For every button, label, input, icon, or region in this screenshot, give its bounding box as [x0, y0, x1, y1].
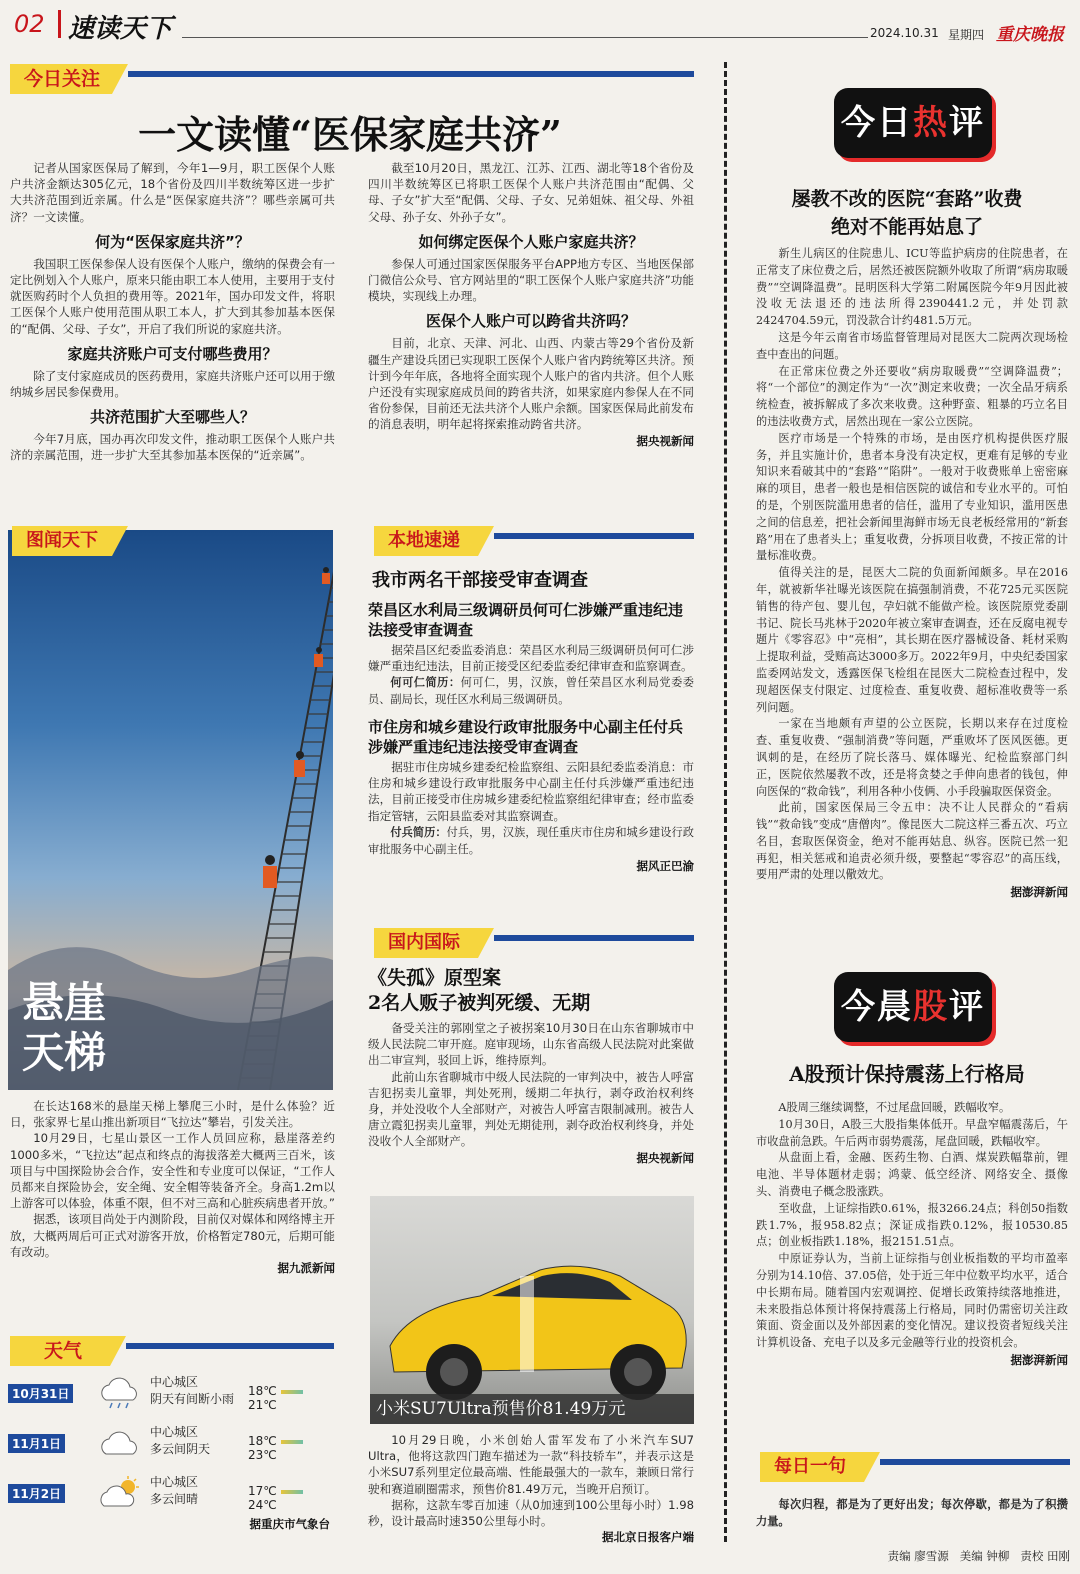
footer-label-2: 美编: [959, 1549, 983, 1563]
hot-para-7: 此前，国家医保局三令五申：决不让人民群众的“看病钱”“救命钱”变成“唐僧肉”。像昆医大二院这样三番五次、巧立名目，套取医保资金，绝对不能再姑息、纵容。医院已然一犯再犯，相关惩戒和追责必须升级，要整起“零容忍”的高压线，要用严肃的处理以儆效尤。: [756, 801, 1068, 882]
weekday: 星期四: [948, 28, 985, 42]
weather-row-1: [8, 1372, 333, 1416]
focus-headline: 一文读懂“医保家庭共济”: [138, 112, 562, 157]
section-title: 速读天下: [68, 14, 173, 44]
weather-desc-1: 阴天有间断小雨: [150, 1392, 235, 1406]
masthead-divider: [58, 10, 61, 38]
local-story2-bio: 付兵，男，汉族，现任重庆市住房和城乡建设行政审批服务中心副主任。: [368, 825, 694, 856]
temp-range-bar: [281, 1390, 303, 1394]
national-source: 据央视新闻: [636, 1150, 694, 1165]
hot-logo-mid: 热: [913, 103, 949, 143]
car-caption: 小米SU7Ultra预售价81.49万元: [370, 1394, 694, 1424]
section-bar-weather: [126, 1343, 334, 1349]
stock-source: 据澎湃新闻: [1010, 1352, 1068, 1367]
stock-logo-pre: 今晨: [841, 987, 913, 1027]
brand-logo: 重庆晚报: [996, 25, 1064, 45]
footer-credits: [820, 1548, 1070, 1564]
focus-a1: 我国职工医保参保人设有医保个人账户，缴纳的保费会有一定比例划入个人账户，原来只能由职工本人使用，主要用于支付就医购药时个人负担的费用等。2021年，国办印发文件，将职工医保个人账户使用范围从职工本人，扩大到其参加基本医保的“配偶、父母、子女”，开启了我们所说的家庭共济。: [10, 256, 335, 336]
section-tag-local: 本地速递: [374, 526, 478, 556]
footer-value-3: 田刚: [1047, 1549, 1070, 1563]
photo-p2: 10月29日，七星山景区一工作人员回应称，悬崖落差约1000多米，“飞拉达”起点和终点的海拔落差大概两三百米，该项目与中国探险协会合作，安全性和专业度可以保证，“工作人员都来自探险协会，安全绳、安全帽等装备齐全。身高1.2m以上游客可以体验，体重不限，但不对三高和心脏疾病患者开放。”: [10, 1131, 335, 1211]
weather-row-3: [8, 1472, 333, 1516]
focus-q4: 如何绑定医保个人账户家庭共济？: [418, 232, 644, 251]
national-headline-1: 《失孤》原型案: [368, 967, 502, 989]
local-headline: 我市两名干部接受审查调查: [372, 570, 588, 591]
hot-para-6: 一家在当地颇有声望的公立医院，长期以来存在过度检查、重复收费、“强制消费”等问题，严重败坏了医风医德。更讽刺的是，在经历了院长落马、媒体曝光、纪检监察部门纠正，医院依然屡教不改，还是将贪婪之手伸向患者的钱包，伸向医保的“救命钱”，利用各种小伎俩、小手段骗取医保资金。: [756, 717, 1068, 798]
local-source: 据风正巴渝: [636, 859, 694, 874]
section-tag-national: 国内国际: [374, 928, 478, 958]
local-story2-body: 据驻市住房城乡建委纪检监察组、云阳县纪委监委消息：市住房和城乡建设行政审批服务中心副主任付兵涉嫌严重违纪违法，目前正接受市住房城乡建委纪检监察组纪律审查；经市监委指定管辖，云阳县监委对其监察调查。: [368, 760, 694, 823]
local-story1-bio: 何可仁，男，汉族，曾任荣昌区水利局党委委员、副局长，现任区水利局三级调研员。: [368, 676, 694, 707]
quote-text: 每次归程，都是为了更好出发；每次停歇，都是为了积攒力量。: [756, 1497, 1068, 1528]
sun-cloud-icon: [96, 1476, 144, 1510]
cloud-icon: [96, 1426, 144, 1460]
temp-range-bar: [281, 1490, 303, 1494]
weather-source: 据重庆市气象台: [249, 1517, 330, 1531]
focus-column-right: [368, 160, 694, 449]
focus-q3: 共济范围扩大至哪些人？: [89, 408, 255, 427]
daily-quote: [756, 1496, 1068, 1530]
national-headline-2: 2名人贩子被判死缓、无期: [368, 992, 591, 1014]
page-number: 02: [14, 10, 45, 38]
local-story2-title: 市住房和城乡建设行政审批服务中心副主任付兵涉嫌严重违纪违法接受审查调查: [368, 718, 684, 756]
focus-a4: 参保人可通过国家医保服务平台APP地方专区、当地医保部门微信公众号、官方网站里的“职工医保个人账户家庭共济”功能模块，实现线上办理。: [368, 256, 694, 304]
stock-para-2: 10月30日，A股三大股指集体低开。早盘窄幅震荡后，午市收盘前急跌。午后两市弱势震荡，尾盘回暖，跌幅收窄。: [756, 1117, 1068, 1148]
photo-p1: 在长达168米的悬崖天梯上攀爬三小时，是什么体验？近日，张家界七星山推出新项目“飞拉达”攀岩，引发关注。: [10, 1099, 335, 1130]
weather-high-2: 23℃: [248, 1448, 277, 1462]
focus-intro: 记者从国家医保局了解到，今年1—9月，职工医保个人账户共济金额达305亿元，18个省份及四川半数统筹区进一步扩大共济范围到近亲属。什么是“医保家庭共济”？哪些亲属可共济？一文读懂。: [10, 161, 335, 224]
focus-q1: 何为“医保家庭共济”？: [95, 232, 250, 251]
section-tag-focus: 今日关注: [10, 64, 112, 94]
section-tag-photo: 图闻天下: [12, 526, 112, 556]
footer-label-3: 责校: [1020, 1549, 1044, 1563]
weather-low-2: 18℃: [248, 1434, 277, 1448]
hot-para-4: 医疗市场是一个特殊的市场，是由医疗机构提供医疗服务，并且实施计价，患者本身没有决定权，更难有足够的专业知识来看破其中的“套路”“陷阱”。一般对于收费账单上密密麻麻的项目，患者一般也是相信医院的诚信和专业水平的。可怕的是，个别医院滥用患者的信任，滥用了专业知识，滥用医患之间的信息差，把社会新闻里海鲜市场无良老板经常用的“新套路”用在了患者头上；重复收费，分拆项目收费，不按正常的计量标准收费。: [756, 431, 1068, 563]
issue-date: 2024.10.31: [870, 26, 939, 40]
photo-text: [10, 1098, 335, 1276]
hot-headline-2: 绝对不能再姑息了: [830, 216, 983, 238]
stock-body: [756, 1100, 1068, 1368]
hot-para-2: 这是今年云南省市场监督管理局对昆医大二院两次现场检查中查出的问题。: [756, 330, 1068, 361]
section-tag-weather: 天气: [10, 1336, 110, 1366]
masthead-rule: [182, 37, 868, 38]
cliff-photo: [8, 530, 333, 1090]
focus-source: 据央视新闻: [636, 433, 694, 448]
hot-comment-logo: [834, 88, 992, 158]
car-graphic: [370, 1196, 694, 1424]
local-story1-bio-label: 何可仁简历：: [390, 675, 461, 690]
focus-a3: 今年7月底，国办再次印发文件，推动职工医保个人账户共济的亲属范围，进一步扩大至其参加基本医保的“近亲属”。: [10, 432, 335, 463]
photo-p3: 据悉，该项目尚处于内测阶段，目前仅对媒体和网络博主开放，大概两周后可正式对游客开放，价格暂定780元，后期可能有改动。: [10, 1212, 335, 1259]
focus-a3b: 截至10月20日，黑龙江、江苏、江西、湖北等18个省份及四川半数统筹区已将职工医保个人账户共济范围由“配偶、父母、子女”扩大至“配偶、父母、子女、兄弟姐妹、祖父母、外祖父母、孙子女、外孙子女”。: [368, 161, 694, 224]
weather-high-1: 21℃: [248, 1398, 277, 1412]
hot-para-5: 值得关注的是，昆医大二院的负面新闻颇多。早在2016年，就被新华社曝光该医院在搞强制消费，不花725元买医院销售的待产包、婴儿包，孕妇就不能做产检。该医院原党委副书记、院长马兆林于2020年被立案审查调查，还在反腐电视专题片《零容忍》中“亮相”，其长期在医疗器械设备、耗材采购上提取利益，受贿高达3000多万。2022年9月，中央纪委国家监委网站发文，透露医保飞检组在昆医大二院检查过程中，发现超医保支付限定、过度检查、重复收费、超标准收费等一系列问题。: [756, 566, 1068, 714]
focus-a5: 目前，北京、天津、河北、山西、内蒙古等29个省份及新疆生产建设兵团已实现职工医保个人账户省内跨统筹区共济。预计到今年年底，各地将全面实现个人账户的省内共济。但个人账户还没有实现家庭成员间的跨省共济，如果家庭内参保人在不同省份参保，目前还无法共济个人账户余额。国家医保局此前发布的消息表明，明年起将探索推动跨省共济。: [368, 336, 694, 432]
stock-logo-mid: 股: [913, 987, 949, 1027]
section-bar-quote: [880, 1459, 1070, 1465]
photo-source: 据九派新闻: [277, 1261, 335, 1276]
weather-high-3: 24℃: [248, 1498, 277, 1512]
weather-date-2: 11月1日: [8, 1434, 65, 1453]
weather-low-3: 17℃: [248, 1484, 277, 1498]
hot-logo-pre: 今日: [841, 103, 913, 143]
national-news: [368, 966, 694, 1166]
section-bar-local: [494, 533, 694, 539]
stock-headline: A股预计保持震荡上行格局: [789, 1062, 1025, 1086]
car-text: [368, 1432, 694, 1545]
local-news: [368, 566, 694, 874]
focus-column-left: [10, 160, 335, 464]
weather-row-2: [8, 1422, 333, 1466]
car-p2: 据称，这款车零百加速（从0加速到100公里每小时）1.98秒，设计最高时速350公里每小时。: [368, 1497, 694, 1529]
footer-value-1: 廖雪源: [914, 1549, 949, 1563]
car-p1: 10月29日晚，小米创始人雷军发布了小米汽车SU7 Ultra，他将这款四门跑车描述为一款“科技轿车”，并表示这是小米SU7系列里定位最高端、性能最强大的一款车，兼顾日常行驶和赛道刷圈需求，预售价81.49万元，当晚开启预订。: [368, 1433, 694, 1496]
section-tag-quote: 每日一句: [760, 1452, 864, 1482]
stock-para-4: 至收盘，上证综指跌0.61%，报3266.24点；科创50指数跌1.7%，报958.82点；深证成指跌0.12%，报10530.85点；创业板指跌1.18%，报2151.51点。: [756, 1201, 1068, 1249]
hot-logo-post: 评: [949, 103, 985, 143]
photo-overlay-title: 悬崖天梯: [22, 978, 107, 1077]
weather-date-1: 10月31日: [8, 1384, 73, 1403]
local-story1-body: 据荣昌区纪委监委消息：荣昌区水利局三级调研员何可仁涉嫌严重违纪违法，目前正接受区纪委监委纪律审查和监察调查。: [368, 643, 694, 674]
hot-para-1: 新生儿病区的住院患儿、ICU等监护病房的住院患者，在正常支了床位费之后，居然还被医院额外收取了所谓“病房取暖费”“空调降温费”。昆明医科大学第二附属医院今年9月因此被没收无法退还的违法所得2390441.2元，并处罚款2424704.59元，罚没款合计约481.5万元。: [756, 247, 1068, 328]
focus-q2: 家庭共济账户可支付哪些费用？: [67, 344, 278, 363]
hot-headline-1: 屡教不改的医院“套路”收费: [791, 188, 1023, 210]
footer-label-1: 责编: [887, 1549, 911, 1563]
weather-date-3: 11月2日: [8, 1484, 65, 1503]
stock-para-1: A股周三继续调整，不过尾盘回暖，跌幅收窄。: [778, 1101, 1011, 1114]
car-source: 据北京日报客户端: [602, 1530, 694, 1545]
stock-para-3: 从盘面上看，金融、医药生物、白酒、煤炭跌幅靠前，锂电池、半导体题材走弱；鸿蒙、低空经济、网络安全、摄像头、消费电子概念股涨跌。: [756, 1151, 1068, 1198]
section-bar-national: [494, 935, 694, 941]
footer-value-2: 钟柳: [986, 1549, 1010, 1563]
temp-range-bar: [281, 1440, 303, 1444]
rain-cloud-icon: [96, 1376, 144, 1410]
local-story1-title: 荣昌区水利局三级调研员何可仁涉嫌严重违纪违法接受审查调查: [368, 601, 684, 639]
stock-comment-logo: [834, 972, 992, 1042]
hot-source: 据澎湃新闻: [1010, 885, 1068, 900]
local-story2-bio-label: 付兵简历：: [390, 824, 447, 839]
national-p2: 此前山东省聊城市中级人民法院的一审判决中，被告人呼富吉犯拐卖儿童罪，判处死刑，缓期二年执行，剥夺政治权利终身，并处没收个人全部财产，对被告人呼富吉限制减刑。被告人唐立霞犯拐卖儿童罪，判处无期徒刑，剥夺政治权利终身，并处没收个人全部财产。: [368, 1069, 694, 1149]
focus-q5: 医保个人账户可以跨省共济吗？: [425, 312, 636, 331]
weather-loc-3: 中心城区: [150, 1475, 199, 1489]
weather-loc-2: 中心城区: [150, 1425, 199, 1439]
hot-body: [756, 246, 1068, 900]
section-bar-focus: [128, 71, 694, 77]
weather-low-1: 18℃: [248, 1384, 277, 1398]
stock-logo-post: 评: [949, 987, 985, 1027]
car-photo: [370, 1196, 694, 1424]
stock-para-5: 中原证券认为，当前上证综指与创业板指数的平均市盈率分别为14.10倍、37.05倍，处于近三年中位数平均水平，适合中长期布局。随着国内宏观调控、促增长政策持续落地推进，未来股指总体预计将保持震荡上行格局，同时仍需密切关注政策面、资金面以及外部因素的变化情况。建议投资者短线关注计算机设备、充电子以及多元金融等行业的投资机会。: [756, 1252, 1068, 1350]
weather-loc-1: 中心城区: [150, 1375, 199, 1389]
masthead: [0, 0, 1080, 46]
weather-desc-3: 多云间晴: [150, 1492, 199, 1506]
focus-a2: 除了支付家庭成员的医药费用，家庭共济账户还可以用于缴纳城乡居民参保费用。: [10, 368, 335, 400]
hot-para-3: 在正常床位费之外还要收“病房取暖费”“空调降温费”；将“一个部位”的测定作为“一次”测定来收费；一次全品牙病系统检查，被拆解成了多次来收费。这种野蛮、粗暴的巧立名目的违法收费方式，居然出现在一家公立医院。: [756, 364, 1068, 428]
national-p1: 备受关注的郭刚堂之子被拐案10月30日在山东省聊城市中级人民法院二审开庭。庭审现场，山东省高级人民法院对此案做出二审宣判，驳回上诉，维持原判。: [368, 1021, 694, 1068]
weather-desc-2: 多云间阴天: [150, 1442, 211, 1456]
column-separator: [724, 62, 727, 1542]
